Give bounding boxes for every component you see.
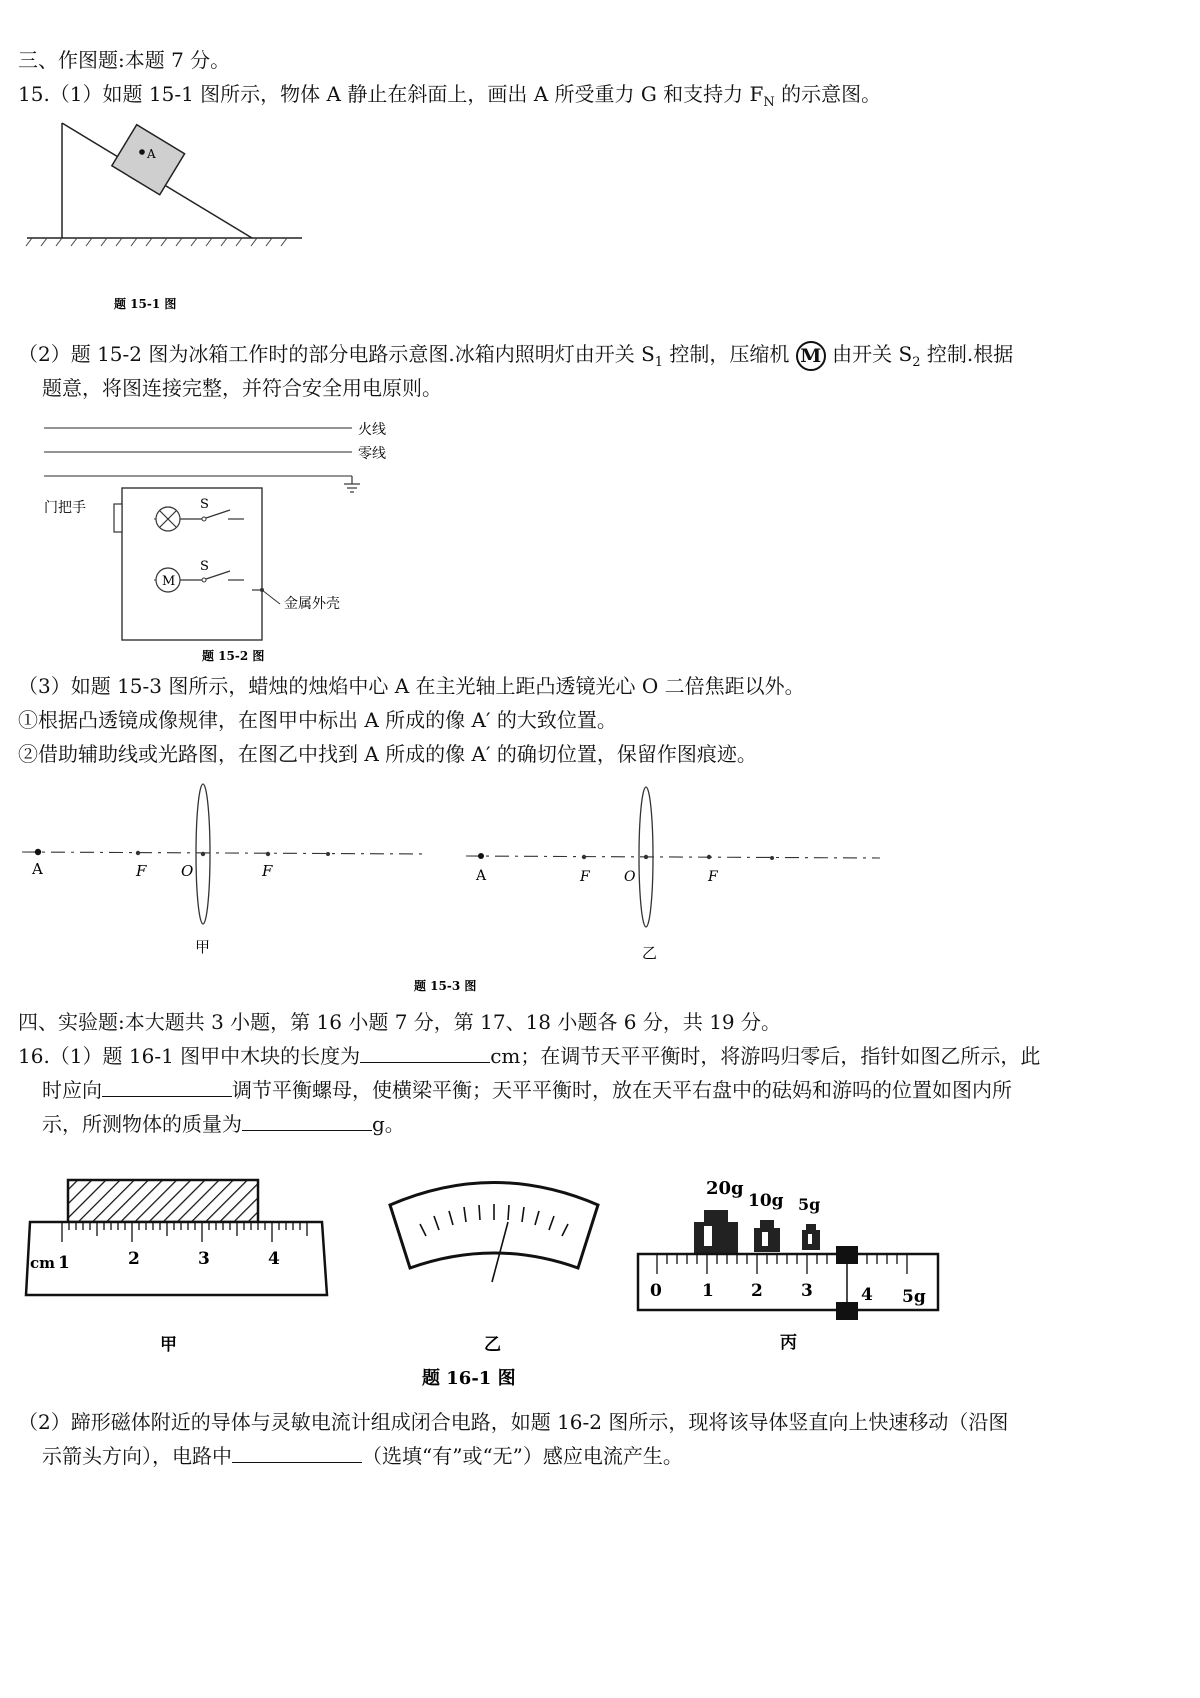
yi-point-A: A bbox=[476, 868, 487, 884]
answer-blank-current[interactable] bbox=[232, 1442, 362, 1463]
weight-5g-label: 5g bbox=[798, 1195, 821, 1214]
q16-part1-line2: 时应向 调节平衡螺母，使横梁平衡；天平平衡时，放在天平右盘中的砝妈和游吗的位置如图内所 bbox=[42, 1078, 1012, 1102]
ground-symbol-icon bbox=[344, 476, 360, 492]
section-4-heading: 四、实验题:本大题共 3 小题，第 16 小题 7 分，第 17、18 小题各 6 分，共 19 分。 bbox=[18, 1010, 781, 1034]
jia-point-F-left: F bbox=[136, 862, 147, 880]
rider-bottom bbox=[836, 1302, 858, 1320]
answer-blank-direction[interactable] bbox=[102, 1076, 232, 1097]
answer-blank-mass[interactable] bbox=[242, 1110, 372, 1131]
weights-bing bbox=[694, 1178, 820, 1254]
beam-tick-0: 0 bbox=[650, 1281, 662, 1301]
yi-point-F-left: F bbox=[580, 869, 590, 885]
q16-part1-line3: 示，所测物体的质量为 g。 bbox=[42, 1112, 405, 1136]
weight-20g-label: 20g bbox=[706, 1178, 744, 1199]
q15-part3-text: （3）如题 15-3 图所示，蜡烛的烛焰中心 A 在主光轴上距凸透镜光心 O 二倍焦距以外。 bbox=[18, 674, 805, 698]
door-handle-label: 门把手 bbox=[44, 500, 86, 516]
ruler-jia bbox=[26, 1180, 327, 1355]
answer-blank-length[interactable] bbox=[360, 1042, 490, 1063]
jia-point-F-right: F bbox=[262, 862, 273, 880]
wood-block bbox=[68, 1180, 258, 1222]
beam-tick-1: 1 bbox=[702, 1281, 714, 1301]
beam-scale-bing bbox=[638, 1246, 938, 1353]
label-bing-16: 丙 bbox=[780, 1333, 797, 1353]
yi-point-F-right: F bbox=[708, 869, 718, 885]
live-wire-label: 火线 bbox=[358, 422, 386, 438]
figure-15-2 bbox=[22, 414, 402, 666]
neutral-wire-label: 零线 bbox=[358, 446, 386, 462]
label-jia-16: 甲 bbox=[160, 1335, 177, 1355]
beam-tick-5g: 5g bbox=[902, 1287, 926, 1307]
switch-s2-label: S bbox=[200, 559, 209, 574]
jia-point-A: A bbox=[32, 860, 43, 878]
fig2-caption: 题 15-2 图 bbox=[202, 649, 265, 663]
motor-icon: M bbox=[796, 341, 826, 371]
label-yi: 乙 bbox=[642, 944, 658, 962]
q15-part1-text: 15.（1）如题 15-1 图所示，物体 A 静止在斜面上，画出 A 所受重力 G 和支持力 $F_N$ 的示意图。 bbox=[18, 82, 882, 110]
switch-s1-label: S bbox=[200, 497, 209, 512]
label-yi-16: 乙 bbox=[484, 1335, 501, 1355]
figure-16-1 bbox=[22, 1150, 942, 1400]
q16-part1-line1: 16.（1）题 16-1 图甲中木块的长度为 cm；在调节天平平衡时，将游吗归零后，指针如图乙所示，此 bbox=[18, 1044, 1041, 1068]
ruler-tick-1: 1 bbox=[58, 1253, 70, 1273]
q16-part2-line1: （2）蹄形磁体附近的导体与灵敏电流计组成闭合电路，如题 16-2 图所示，现将该导体竖直向上快速移动（沿图 bbox=[18, 1410, 1009, 1434]
q16-part2-line2: 示箭头方向），电路中 （选填“有”或“无”）感应电流产生。 bbox=[42, 1444, 683, 1468]
q15-part2-line2: 题意，将图连接完整，并符合安全用电原则。 bbox=[42, 376, 442, 400]
ruler-tick-4: 4 bbox=[268, 1249, 280, 1269]
q15-part3-item2: ②借助辅助线或光路图，在图乙中找到 A 所成的像 A′ 的确切位置，保留作图痕迹。 bbox=[18, 742, 757, 766]
beam-tick-2: 2 bbox=[751, 1281, 763, 1301]
section-3-heading: 三、作图题:本题 7 分。 bbox=[18, 48, 231, 72]
weight-10g-label: 10g bbox=[748, 1191, 784, 1211]
jia-point-O: O bbox=[181, 862, 194, 880]
figure-15-3 bbox=[18, 780, 898, 1000]
fig3-caption: 题 15-3 图 bbox=[414, 979, 477, 993]
label-jia: 甲 bbox=[195, 938, 211, 956]
svg-text:M: M bbox=[162, 574, 176, 589]
yi-point-O: O bbox=[624, 869, 636, 885]
q15-part2-text: （2）题 15-2 图为冰箱工作时的部分电路示意图.冰箱内照明灯由开关 $S_1$ 控制，压缩机 M 由开关 $S_2$ 控制.根据 bbox=[18, 342, 1014, 370]
balance-dial-yi bbox=[390, 1183, 598, 1356]
figure-15-1 bbox=[22, 118, 312, 336]
motor-circle-icon bbox=[156, 568, 180, 592]
fig1-caption: 题 15-1 图 bbox=[114, 297, 177, 311]
rider-top bbox=[836, 1246, 858, 1264]
fig16-caption: 题 16-1 图 bbox=[422, 1368, 516, 1389]
q15-part3-item1: ①根据凸透镜成像规律，在图甲中标出 A 所成的像 A′ 的大致位置。 bbox=[18, 708, 617, 732]
metal-shell-label: 金属外壳 bbox=[284, 596, 340, 612]
beam-tick-4: 4 bbox=[861, 1285, 873, 1305]
fig1-point-label: A bbox=[147, 147, 156, 161]
lamp-icon bbox=[156, 507, 180, 531]
beam-tick-3: 3 bbox=[801, 1281, 813, 1301]
ruler-unit: cm bbox=[30, 1254, 56, 1272]
ruler-tick-3: 3 bbox=[198, 1249, 210, 1269]
ruler-tick-2: 2 bbox=[128, 1249, 140, 1269]
